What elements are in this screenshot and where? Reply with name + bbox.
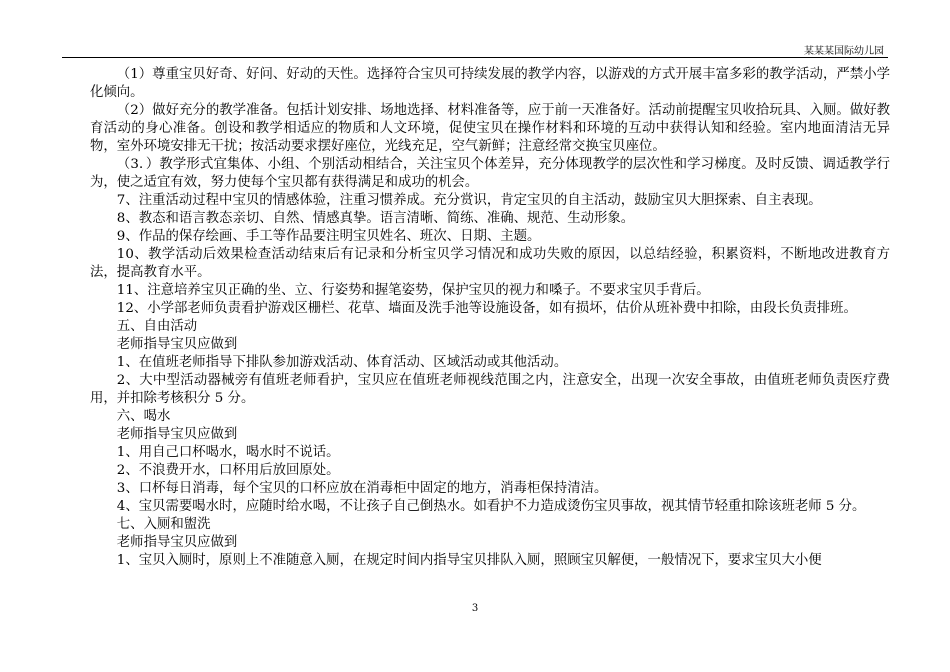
section-heading: 五、自由活动 — [116, 319, 198, 334]
section-heading: 七、入厕和盥洗 — [116, 517, 211, 532]
paragraph: （2）做好充分的教学准备。包括计划安排、场地选择、材料准备等，应于前一天准备好。活动前提醒宝贝收拾玩具、入厕。做好教育活动的身心准备。创设和教学相适应的物质和人文环境，促使宝贝在操作材料和环境的互动中获得认知和经验。室内地面清洁无异物，室外环境安排无干扰；按活动要求摆好座位，光线充足，空气新鲜；注意经常交换宝贝座位。 — [90, 103, 890, 154]
paragraph: 2、大中型活动器械旁有值班老师看护，宝贝应在值班老师视线范围之内，注意安全，出现一次安全事故，由值班老师负责医疗费用，并扣除考核积分 5 分。 — [90, 373, 890, 406]
paragraph: 1、在值班老师指导下排队参加游戏活动、体育活动、区域活动或其他活动。 — [116, 355, 568, 370]
header-divider — [62, 57, 888, 58]
paragraph: 1、宝贝入厕时，原则上不准随意入厕，在规定时间内指导宝贝排队入厕，照顾宝贝解便，一般情况下，要求宝贝大小便 — [116, 553, 822, 568]
subheading: 老师指导宝贝应做到 — [116, 427, 238, 442]
paragraph: 1、用自己口杯喝水，喝水时不说话。 — [116, 445, 340, 460]
header-org-name: 某某某国际幼儿园 — [804, 46, 884, 57]
paragraph: 7、注重活动过程中宝贝的情感体验，注重习惯养成。充分赏识，肯定宝贝的自主活动，鼓励宝贝大胆探索、自主表现。 — [116, 193, 822, 208]
section-heading: 六、喝水 — [116, 409, 171, 424]
paragraph: 11、注意培养宝贝正确的坐、立、行姿势和握笔姿势，保护宝贝的视力和嗓子。不要求宝贝手背后。 — [116, 283, 710, 298]
paragraph: 9、作品的保存绘画、手工等作品要注明宝贝姓名、班次、日期、主题。 — [116, 229, 541, 244]
paragraph: （1）尊重宝贝好奇、好问、好动的天性。选择符合宝贝可持续发展的教学内容，以游戏的方式开展丰富多彩的教学活动，严禁小学化倾向。 — [90, 67, 890, 100]
paragraph: 12、小学部老师负责看护游戏区栅栏、花草、墙面及洗手池等设施设备，如有损坏，估价从班补费中扣除，由段长负责排班。 — [116, 301, 857, 316]
subheading: 老师指导宝贝应做到 — [116, 535, 238, 550]
paragraph: 4、宝贝需要喝水时，应随时给水喝，不让孩子自己倒热水。如看护不力造成烫伤宝贝事故，视其情节轻重扣除该班老师 5 分。 — [116, 499, 866, 514]
paragraph: （3．）教学形式宜集体、小组、个别活动相结合，关注宝贝个体差异，充分体现教学的层次性和学习梯度。及时反馈、调适教学行为，使之适宜有效，努力使每个宝贝都有获得满足和成功的机会。 — [90, 157, 890, 190]
document-body — [90, 66, 890, 570]
paragraph: 3、口杯每日消毒，每个宝贝的口杯应放在消毒柜中固定的地方，消毒柜保持清洁。 — [116, 481, 608, 496]
paragraph: 10、教学活动后效果检查活动结束后有记录和分析宝贝学习情况和成功失败的原因，以总结经验，积累资料，不断地改进教育方法，提高教育水平。 — [90, 247, 890, 280]
paragraph: 8、教态和语言教态亲切、自然、情感真挚。语言清晰、简练、准确、规范、生动形象。 — [116, 211, 635, 226]
subheading: 老师指导宝贝应做到 — [116, 337, 238, 352]
paragraph: 2、不浪费开水，口杯用后放回原处。 — [116, 463, 340, 478]
page-number: 3 — [471, 603, 479, 614]
